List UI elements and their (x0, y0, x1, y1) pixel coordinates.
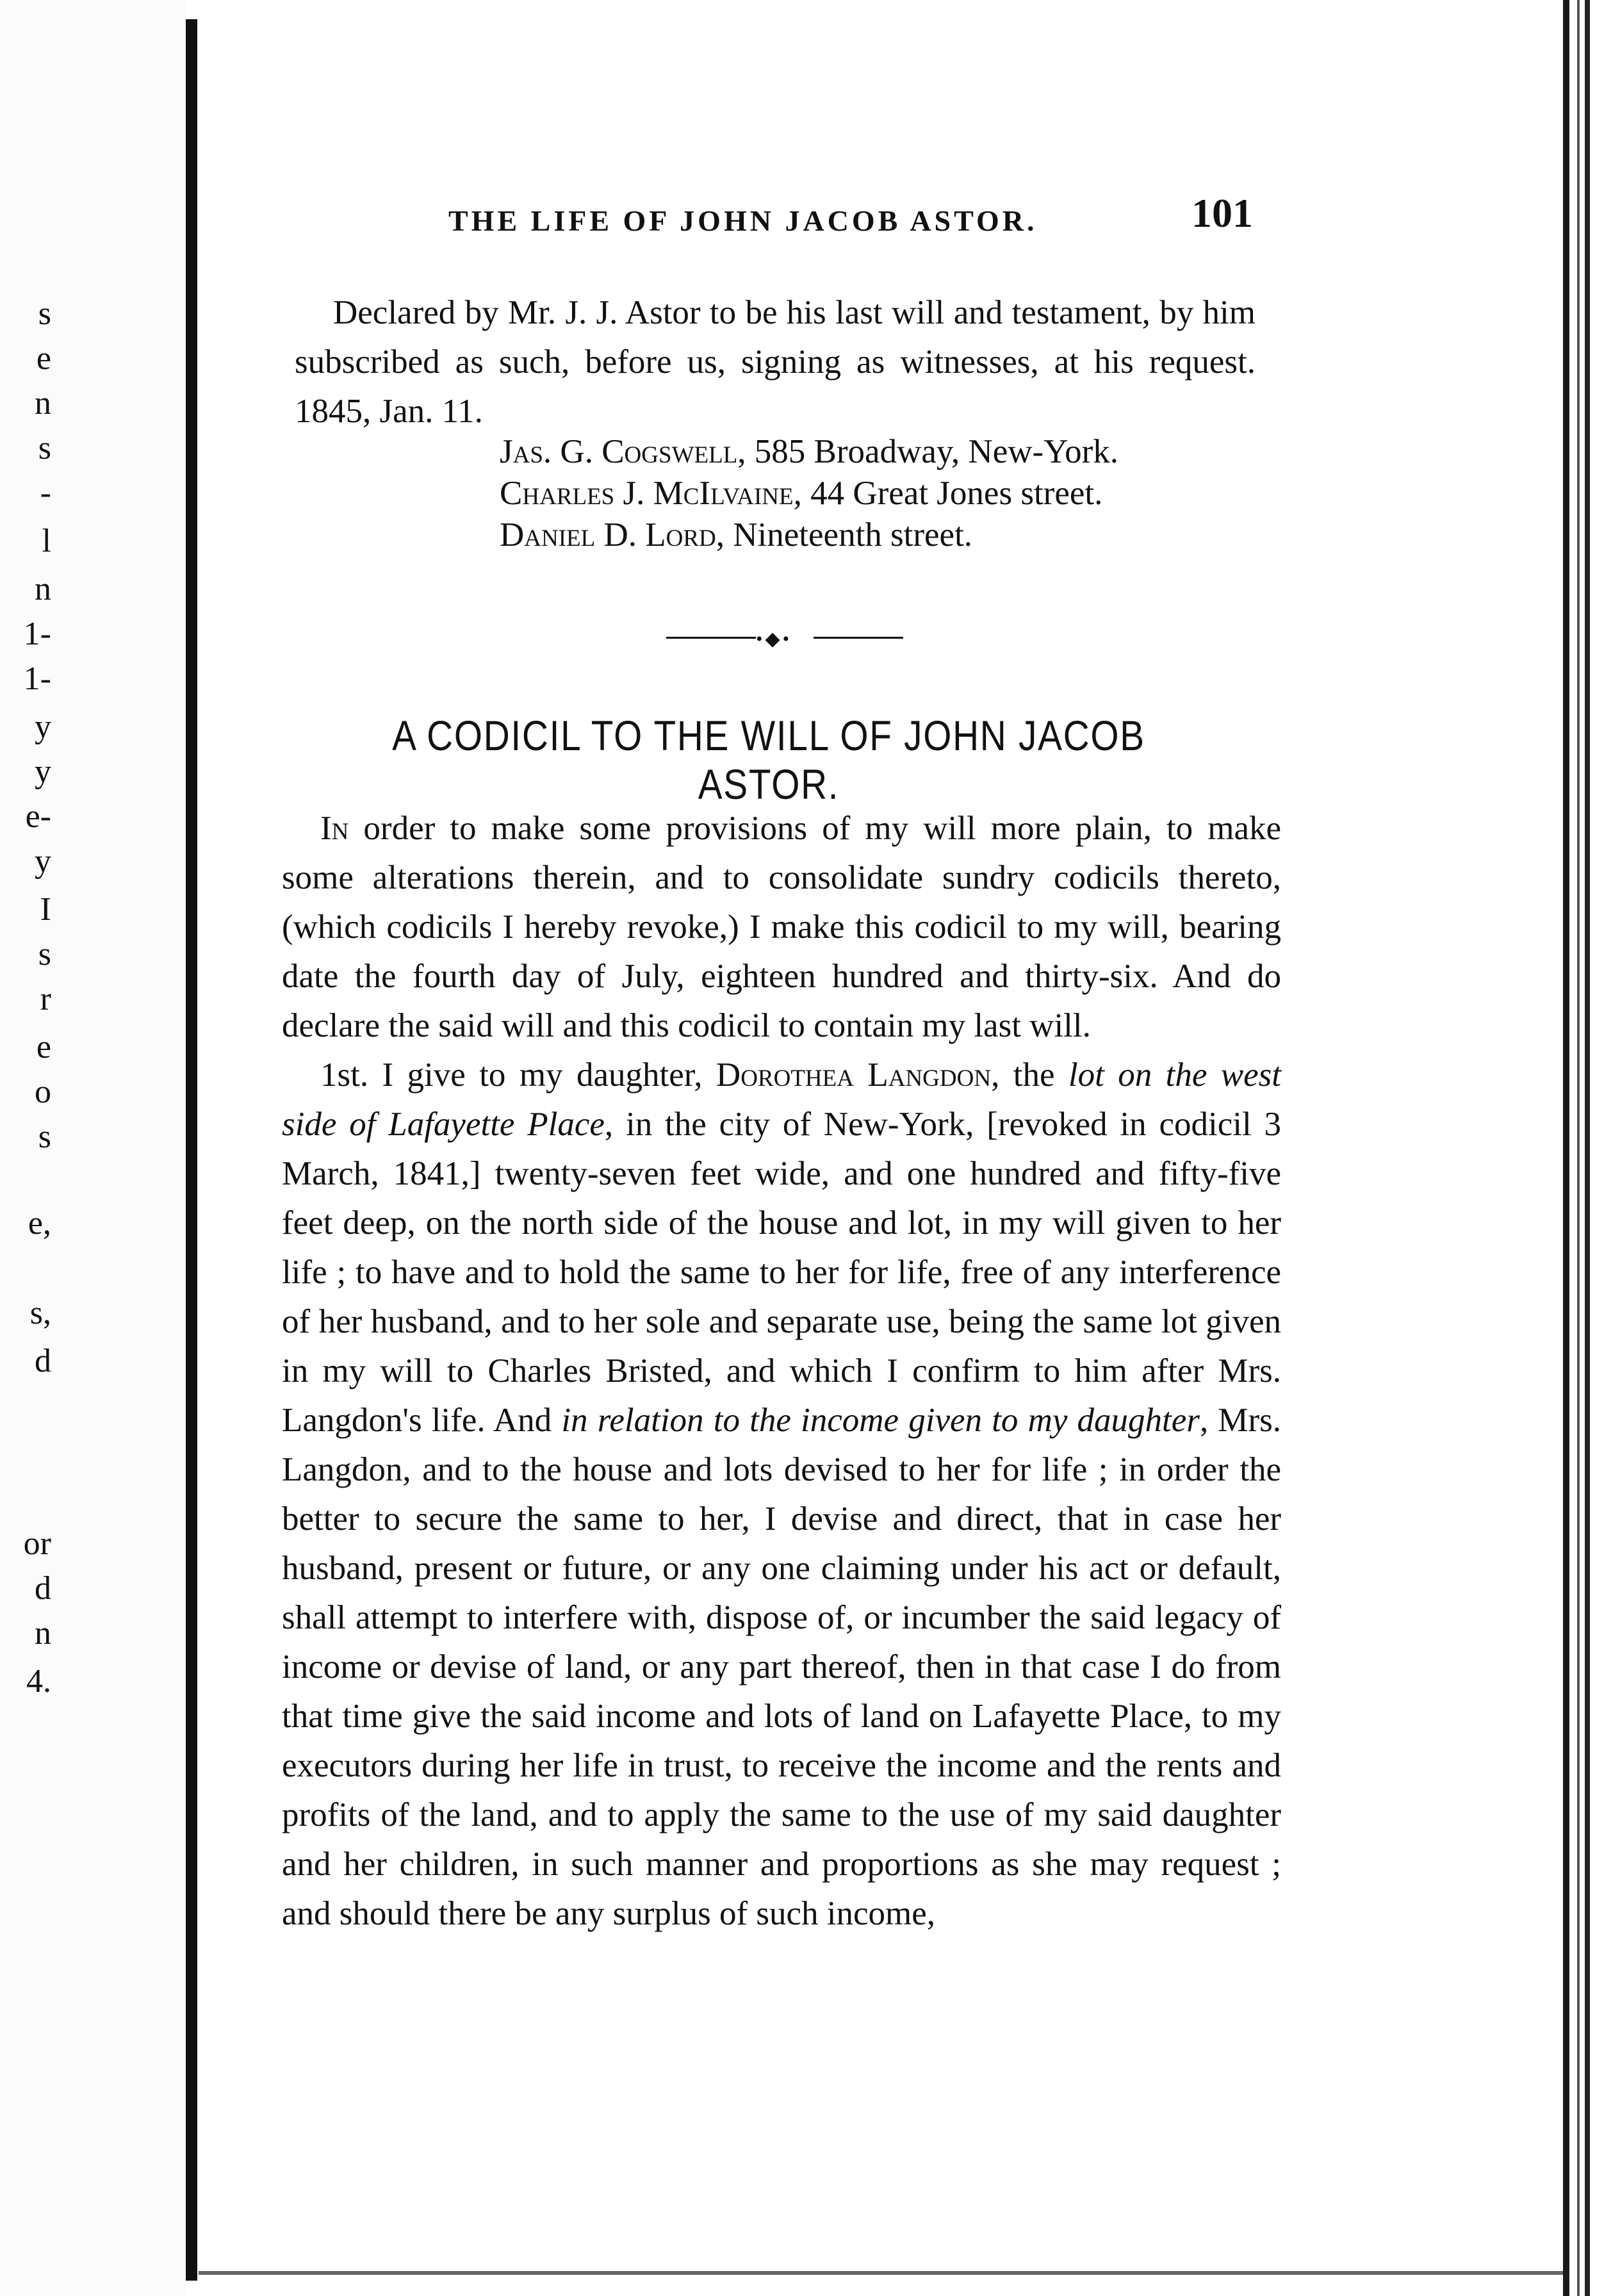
italic-phrase: lot on the west side of Lafayette Place (282, 1056, 1282, 1143)
facing-page-fragment: e- (25, 798, 51, 835)
paragraph-2-text-a: 1st. I give to my daughter, (320, 1056, 716, 1094)
facing-page-fragment: e (36, 1029, 51, 1065)
facing-page-fragment: n (35, 1615, 51, 1652)
facing-page-fragment: y (35, 753, 51, 790)
facing-page-fragment: r (40, 981, 51, 1017)
running-head-title: THE LIFE OF JOHN JACOB ASTOR. (448, 204, 1038, 237)
italic-phrase: in relation to the income given to my daughter (561, 1402, 1200, 1439)
divider-ornament: •◆• (756, 628, 792, 650)
facing-page-fragment: 1- (23, 660, 51, 697)
page-bottom-edge (199, 2271, 1563, 2275)
witness-1 (500, 432, 1118, 471)
declaration-paragraph (295, 288, 1256, 436)
divider-line-left (666, 637, 756, 639)
paragraph-1-text: order to make some provisions of my will more plain, to make some alterations therein, and to consolidate sundry codicils thereto, (which codicils I hereby revoke,) I make this codicil to my will, bearing date the fourth day of July, eighteen hundred and thirty-six. And do declare the said will and this codicil to contain my last will. (282, 810, 1281, 1044)
facing-page-fragment: s (38, 936, 51, 972)
page-edge (1585, 0, 1590, 2296)
facing-page-fragment: y (35, 709, 51, 745)
codicil-body (282, 804, 1281, 1939)
paragraph-2-text-c: , in the city of New-York, [revoked in codicil 3 March, 1841,] twenty-seven feet wide, and one hundred and fifty-five feet deep, on the north side of the house and lot, in my will given to her life ; to have and to hold the same to her for life, free of any interference of her husband, and to her sole and separate use, being the same lot given in my will to Charles Bristed, and which I confirm to him after Mrs. Langdon's life. And (282, 1106, 1281, 1439)
person-name: Dorothea Langdon (716, 1056, 992, 1094)
drop-word: In (320, 810, 349, 847)
facing-page-fragment: 1- (23, 616, 51, 652)
facing-page-fragment: s, (29, 1295, 51, 1331)
witness-name: Jas. G. Cogswell (500, 433, 738, 470)
page-edge (1563, 0, 1569, 2296)
facing-page-fragment: e (36, 340, 51, 377)
facing-page-fragment: s (38, 1119, 51, 1155)
facing-page-fragment: d (35, 1570, 51, 1607)
facing-page-fragment: n (35, 385, 51, 422)
facing-page-fragment: n (35, 571, 51, 607)
witness-3 (500, 516, 972, 554)
page-edge (1577, 0, 1580, 2296)
witness-address: , 44 Great Jones street. (793, 475, 1103, 512)
facing-page-fragment: or (23, 1525, 51, 1562)
witness-name: Daniel D. Lord (500, 516, 716, 554)
section-heading: A CODICIL TO THE WILL OF JOHN JACOB ASTOR. (392, 712, 1145, 808)
running-head (256, 192, 1281, 243)
witness-address: , Nineteenth street. (716, 516, 973, 554)
facing-page-fragment: - (40, 475, 51, 511)
page-number: 101 (1191, 190, 1253, 236)
facing-page-fragment: 4. (26, 1663, 51, 1700)
facing-page-fragment: s (38, 295, 51, 332)
paragraph-1 (282, 804, 1281, 1051)
paragraph-2-text-d: , Mrs. Langdon, and to the house and lots devised to her for life ; in order the better to secure the same to her, I devise and direct, that in case her husband, present or future, or any one claiming under his act or default, shall attempt to interfere with, dispose of, or incumber the said legacy of income or devise of land, or any part thereof, then in that case I do from that time give the said income and lots of land on Lafayette Place, to my executors during her life in trust, to receive the income and the rents and profits of the land, and to apply the same to the use of my said daughter and her children, in such manner and proportions as she may request ; and should there be any surplus of such income, (282, 1402, 1282, 1932)
facing-page-fragment: I (40, 891, 51, 928)
facing-page-fragment: d (35, 1343, 51, 1379)
witness-name: Charles J. McIlvaine (500, 475, 794, 512)
facing-page-fragment: e, (28, 1205, 51, 1242)
section-divider (666, 628, 903, 650)
divider-line-right (814, 637, 903, 639)
witness-address: , 585 Broadway, New-York. (737, 433, 1119, 470)
facing-page-fragment: s (38, 430, 51, 466)
paragraph-2-text-b: , the (991, 1056, 1068, 1094)
book-gutter (186, 19, 197, 2281)
facing-page-fragment: y (35, 843, 51, 880)
witness-2 (500, 474, 1102, 512)
facing-page-fragment: l (42, 523, 51, 559)
declaration-text: Declared by Mr. J. J. Astor to be his last will and testament, by him subscribed as such, before us, signing as witnesses, at his request. 1845, Jan. 11. (295, 294, 1256, 430)
paragraph-2 (282, 1051, 1281, 1939)
facing-page-fragment: o (35, 1074, 51, 1110)
